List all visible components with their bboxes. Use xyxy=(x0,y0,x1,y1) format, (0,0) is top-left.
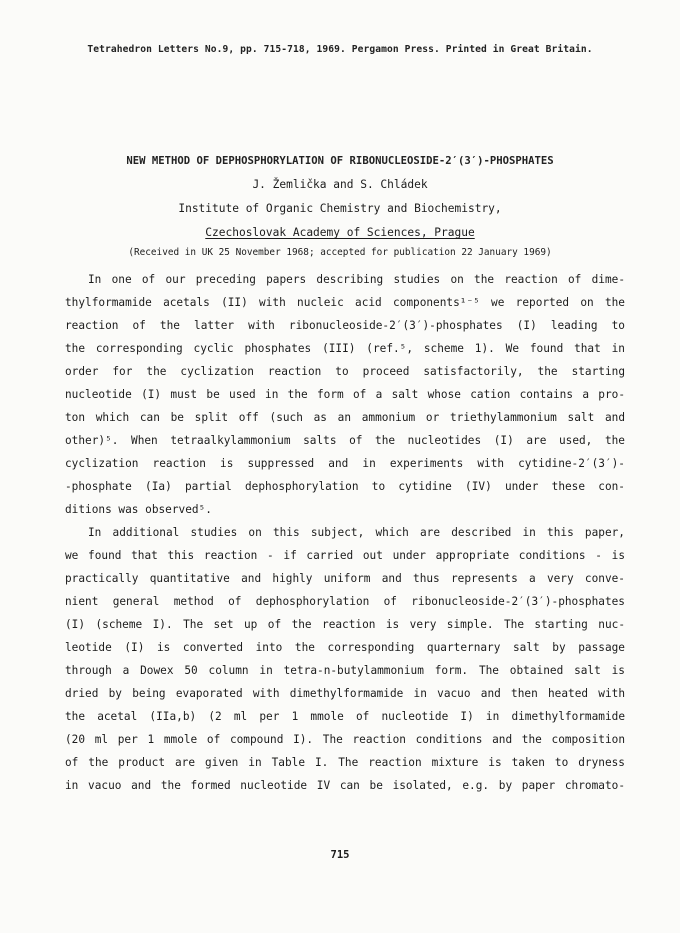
journal-citation: Tetrahedron Letters No.9, pp. 715-718, 1969. Pergamon Press. Printed in Great Britain. xyxy=(87,44,593,55)
received-dates: (Received in UK 25 November 1968; accepted for publication 22 January 1969) xyxy=(128,247,552,258)
authors: J. Žemlička and S. Chládek xyxy=(252,178,428,191)
text-line: (I) (scheme I). The set up of the reaction is very simple. The starting nuc- xyxy=(65,618,625,631)
text-line: nient general method of dephosphorylation of ribonucleoside-2′(3′)-phosphates xyxy=(65,595,625,608)
text-line: ditions was observed⁵. xyxy=(65,503,212,516)
text-line: cyclization reaction is suppressed and in experiments with cytidine-2′(3′)- xyxy=(65,457,625,470)
text-line: reaction of the latter with ribonucleoside-2′(3′)-phosphates (I) leading to xyxy=(65,319,625,332)
page-number: 715 xyxy=(330,849,350,861)
text-line: dried by being evaporated with dimethylformamide in vacuo and then heated with xyxy=(65,687,625,700)
text-line: practically quantitative and highly uniform and thus represents a very conve- xyxy=(65,572,625,585)
text-line: in vacuo and the formed nucleotide IV can be isolated, e.g. by paper chromato- xyxy=(65,779,625,792)
text-line: nucleotide (I) must be used in the form of a salt whose cation contains a pro- xyxy=(65,388,625,401)
body-text xyxy=(65,268,625,797)
text-line: other)⁵. When tetraalkylammonium salts of the nucleotides (I) are used, the xyxy=(65,434,625,447)
text-line: we found that this reaction - if carried out under appropriate conditions - is xyxy=(65,549,625,562)
text-line: In one of our preceding papers describing studies on the reaction of dime- xyxy=(88,273,625,286)
text-line: (20 ml per 1 mmole of compound I). The reaction conditions and the composition xyxy=(65,733,625,746)
text-line: thylformamide acetals (II) with nucleic acid components¹⁻⁵ we reported on the xyxy=(65,296,625,309)
text-line: of the product are given in Table I. The reaction mixture is taken to dryness xyxy=(65,756,625,769)
paragraph-1 xyxy=(65,268,625,521)
institution: Institute of Organic Chemistry and Biochemistry, xyxy=(178,202,502,215)
text-line: -phosphate (Ia) partial dephosphorylation to cytidine (IV) under these con- xyxy=(65,480,625,493)
text-line: In additional studies on this subject, which are described in this paper, xyxy=(88,526,625,539)
text-line: ton which can be split off (such as an ammonium or triethylammonium salt and xyxy=(65,411,625,424)
text-line: the corresponding cyclic phosphates (III) (ref.⁵, scheme 1). We found that in xyxy=(65,342,625,355)
text-line: through a Dowex 50 column in tetra-n-butylammonium form. The obtained salt is xyxy=(65,664,625,677)
paper-title: NEW METHOD OF DEPHOSPHORYLATION OF RIBONUCLEOSIDE-2′(3′)-PHOSPHATES xyxy=(126,155,554,167)
paragraph-2 xyxy=(65,521,625,797)
text-line: leotide (I) is converted into the corresponding quarternary salt by passage xyxy=(65,641,625,654)
text-line: order for the cyclization reaction to proceed satisfactorily, the starting xyxy=(65,365,625,378)
text-line: the acetal (IIa,b) (2 ml per 1 mmole of nucleotide I) in dimethylformamide xyxy=(65,710,625,723)
affiliation-place: Czechoslovak Academy of Sciences, Prague xyxy=(205,226,475,239)
